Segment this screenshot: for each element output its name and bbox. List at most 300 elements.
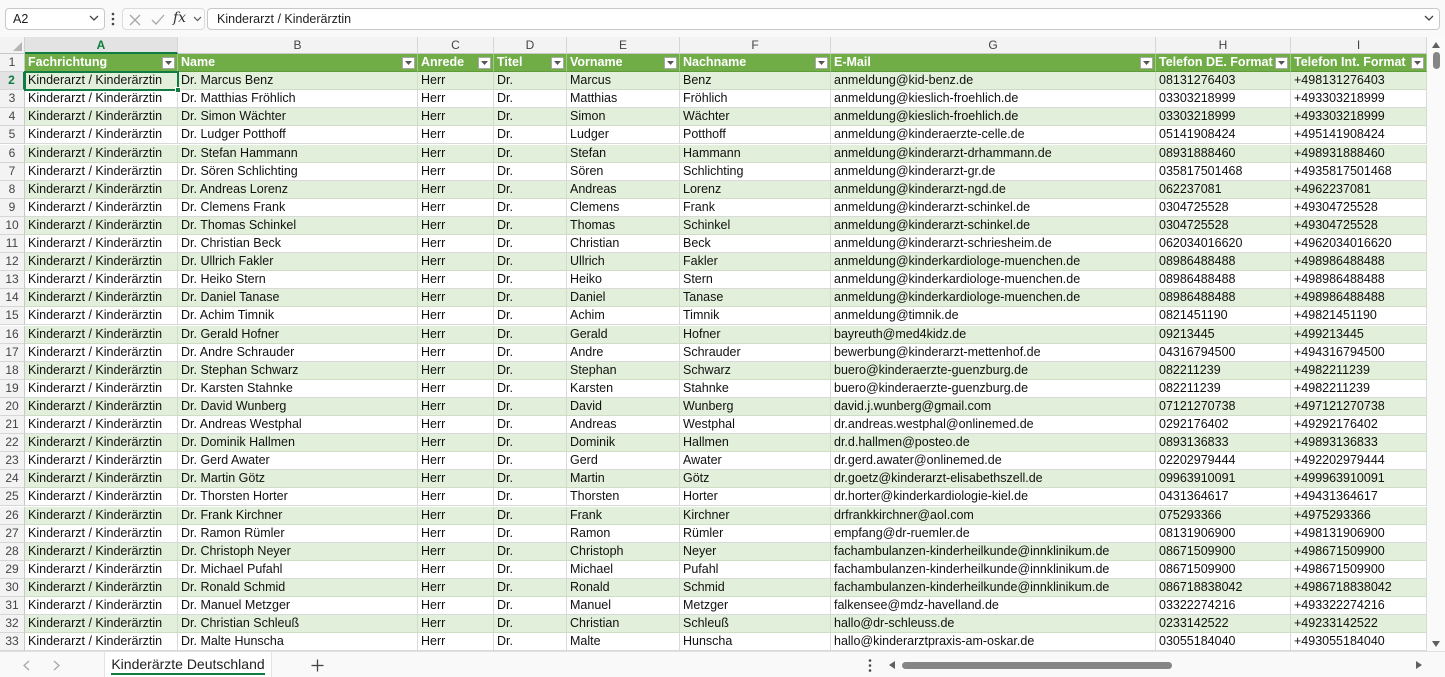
cell-email[interactable] (831, 416, 1156, 434)
row-header[interactable]: 7 (0, 163, 25, 181)
cell-anrede[interactable] (418, 615, 494, 633)
cell-email[interactable] (831, 561, 1156, 579)
cell-anrede[interactable] (418, 289, 494, 307)
row-header[interactable]: 10 (0, 217, 25, 235)
row-header[interactable]: 5 (0, 126, 25, 144)
cell-telefon-int[interactable] (1291, 163, 1427, 181)
cell-fachrichtung[interactable] (25, 633, 178, 651)
header-cell-email[interactable] (831, 54, 1156, 72)
header-cell-telefon-int[interactable] (1291, 54, 1427, 72)
cell-titel[interactable] (494, 633, 567, 651)
cell-anrede[interactable] (418, 470, 494, 488)
cell-name[interactable] (178, 488, 418, 506)
cell-name[interactable] (178, 579, 418, 597)
cell-vorname[interactable] (567, 470, 680, 488)
cell-anrede[interactable] (418, 416, 494, 434)
cell-telefon-int[interactable] (1291, 597, 1427, 615)
cell-nachname[interactable] (680, 235, 831, 253)
cell-anrede[interactable] (418, 561, 494, 579)
cell-titel[interactable] (494, 470, 567, 488)
cell-nachname[interactable] (680, 470, 831, 488)
chevron-right-icon[interactable] (53, 660, 60, 671)
cell-telefon-int[interactable] (1291, 507, 1427, 525)
cell-nachname[interactable] (680, 416, 831, 434)
row-header[interactable]: 28 (0, 543, 25, 561)
cell-email[interactable] (831, 398, 1156, 416)
cell-fachrichtung[interactable] (25, 615, 178, 633)
cell-nachname[interactable] (680, 344, 831, 362)
cell-titel[interactable] (494, 507, 567, 525)
cell-vorname[interactable] (567, 633, 680, 651)
cell-telefon-de[interactable] (1156, 126, 1291, 144)
cell-titel[interactable] (494, 597, 567, 615)
cell-anrede[interactable] (418, 507, 494, 525)
cell-email[interactable] (831, 470, 1156, 488)
cell-telefon-de[interactable] (1156, 307, 1291, 325)
cell-fachrichtung[interactable] (25, 289, 178, 307)
cell-anrede[interactable] (418, 307, 494, 325)
cell-nachname[interactable] (680, 145, 831, 163)
cell-anrede[interactable] (418, 488, 494, 506)
cell-vorname[interactable] (567, 362, 680, 380)
cell-telefon-de[interactable] (1156, 199, 1291, 217)
cell-anrede[interactable] (418, 90, 494, 108)
cell-telefon-int[interactable] (1291, 72, 1427, 90)
row-header[interactable]: 21 (0, 416, 25, 434)
cell-name[interactable] (178, 235, 418, 253)
cell-telefon-de[interactable] (1156, 615, 1291, 633)
cell-fachrichtung[interactable] (25, 507, 178, 525)
cell-telefon-int[interactable] (1291, 362, 1427, 380)
cell-name[interactable] (178, 289, 418, 307)
cell-nachname[interactable] (680, 199, 831, 217)
scroll-right-arrow-icon[interactable] (1416, 661, 1422, 669)
cell-telefon-int[interactable] (1291, 434, 1427, 452)
cell-vorname[interactable] (567, 199, 680, 217)
cell-fachrichtung[interactable] (25, 163, 178, 181)
cell-anrede[interactable] (418, 344, 494, 362)
cell-telefon-int[interactable] (1291, 253, 1427, 271)
cell-email[interactable] (831, 488, 1156, 506)
cell-telefon-de[interactable] (1156, 380, 1291, 398)
cell-telefon-de[interactable] (1156, 145, 1291, 163)
column-header-b[interactable]: B (178, 37, 418, 54)
cell-fachrichtung[interactable] (25, 579, 178, 597)
cell-name[interactable] (178, 525, 418, 543)
cell-telefon-de[interactable] (1156, 543, 1291, 561)
filter-dropdown-button[interactable] (402, 57, 415, 69)
cell-anrede[interactable] (418, 543, 494, 561)
cell-telefon-de[interactable] (1156, 416, 1291, 434)
cell-anrede[interactable] (418, 181, 494, 199)
cell-name[interactable] (178, 398, 418, 416)
cell-anrede[interactable] (418, 380, 494, 398)
cell-nachname[interactable] (680, 525, 831, 543)
cell-email[interactable] (831, 633, 1156, 651)
cell-telefon-int[interactable] (1291, 488, 1427, 506)
cell-telefon-int[interactable] (1291, 579, 1427, 597)
cell-anrede[interactable] (418, 108, 494, 126)
row-header[interactable]: 18 (0, 362, 25, 380)
close-icon[interactable] (129, 14, 141, 26)
cell-telefon-int[interactable] (1291, 126, 1427, 144)
cell-email[interactable] (831, 380, 1156, 398)
cell-vorname[interactable] (567, 289, 680, 307)
cell-titel[interactable] (494, 561, 567, 579)
cell-nachname[interactable] (680, 543, 831, 561)
cell-fachrichtung[interactable] (25, 199, 178, 217)
cell-email[interactable] (831, 108, 1156, 126)
cell-telefon-de[interactable] (1156, 362, 1291, 380)
cell-email[interactable] (831, 362, 1156, 380)
cell-name[interactable] (178, 126, 418, 144)
cell-telefon-de[interactable] (1156, 72, 1291, 90)
cell-nachname[interactable] (680, 597, 831, 615)
row-header[interactable]: 27 (0, 525, 25, 543)
cell-nachname[interactable] (680, 434, 831, 452)
cell-nachname[interactable] (680, 307, 831, 325)
cell-telefon-int[interactable] (1291, 615, 1427, 633)
row-header[interactable]: 33 (0, 633, 25, 651)
cell-titel[interactable] (494, 326, 567, 344)
cell-email[interactable] (831, 217, 1156, 235)
cell-telefon-de[interactable] (1156, 434, 1291, 452)
cell-email[interactable] (831, 126, 1156, 144)
cell-telefon-int[interactable] (1291, 90, 1427, 108)
cell-titel[interactable] (494, 90, 567, 108)
row-header[interactable]: 17 (0, 344, 25, 362)
name-box[interactable] (5, 8, 105, 30)
filter-dropdown-button[interactable] (1140, 57, 1153, 69)
cell-name[interactable] (178, 108, 418, 126)
cell-titel[interactable] (494, 344, 567, 362)
sheet-tab-active[interactable] (104, 652, 272, 677)
more-vertical-icon[interactable] (867, 658, 873, 673)
cell-titel[interactable] (494, 126, 567, 144)
cell-telefon-de[interactable] (1156, 597, 1291, 615)
cell-telefon-de[interactable] (1156, 90, 1291, 108)
cell-vorname[interactable] (567, 507, 680, 525)
cell-titel[interactable] (494, 380, 567, 398)
cell-telefon-int[interactable] (1291, 235, 1427, 253)
cell-vorname[interactable] (567, 217, 680, 235)
cell-fachrichtung[interactable] (25, 344, 178, 362)
cell-vorname[interactable] (567, 561, 680, 579)
cell-vorname[interactable] (567, 307, 680, 325)
cell-fachrichtung[interactable] (25, 398, 178, 416)
cell-telefon-de[interactable] (1156, 108, 1291, 126)
filter-dropdown-button[interactable] (815, 57, 828, 69)
cell-nachname[interactable] (680, 561, 831, 579)
header-cell-titel[interactable] (494, 54, 567, 72)
cell-telefon-int[interactable] (1291, 416, 1427, 434)
cell-fachrichtung[interactable] (25, 72, 178, 90)
cell-telefon-de[interactable] (1156, 289, 1291, 307)
horizontal-scroll-thumb[interactable] (902, 662, 1172, 669)
filter-dropdown-button[interactable] (478, 57, 491, 69)
cell-vorname[interactable] (567, 525, 680, 543)
filter-dropdown-button[interactable] (664, 57, 677, 69)
cell-telefon-int[interactable] (1291, 145, 1427, 163)
cell-fachrichtung[interactable] (25, 108, 178, 126)
cell-fachrichtung[interactable] (25, 181, 178, 199)
cell-name[interactable] (178, 307, 418, 325)
cell-name[interactable] (178, 633, 418, 651)
cell-telefon-int[interactable] (1291, 561, 1427, 579)
cell-name[interactable] (178, 199, 418, 217)
cell-vorname[interactable] (567, 452, 680, 470)
cell-telefon-de[interactable] (1156, 398, 1291, 416)
filter-dropdown-button[interactable] (1275, 57, 1288, 69)
check-icon[interactable] (151, 14, 165, 26)
chevron-down-icon[interactable] (89, 15, 99, 22)
row-header[interactable]: 14 (0, 289, 25, 307)
row-header[interactable]: 2 (0, 72, 25, 90)
cell-nachname[interactable] (680, 615, 831, 633)
cell-email[interactable] (831, 163, 1156, 181)
cell-vorname[interactable] (567, 434, 680, 452)
cell-email[interactable] (831, 90, 1156, 108)
cell-email[interactable] (831, 615, 1156, 633)
cell-vorname[interactable] (567, 253, 680, 271)
cell-email[interactable] (831, 289, 1156, 307)
cell-telefon-de[interactable] (1156, 163, 1291, 181)
row-header[interactable]: 32 (0, 615, 25, 633)
row-header[interactable]: 4 (0, 108, 25, 126)
cell-email[interactable] (831, 597, 1156, 615)
header-cell-nachname[interactable] (680, 54, 831, 72)
cell-nachname[interactable] (680, 452, 831, 470)
cell-name[interactable] (178, 380, 418, 398)
cell-vorname[interactable] (567, 90, 680, 108)
cell-anrede[interactable] (418, 326, 494, 344)
row-header[interactable]: 3 (0, 90, 25, 108)
cell-titel[interactable] (494, 525, 567, 543)
cell-telefon-de[interactable] (1156, 344, 1291, 362)
cell-vorname[interactable] (567, 416, 680, 434)
cell-titel[interactable] (494, 579, 567, 597)
cell-email[interactable] (831, 72, 1156, 90)
cell-titel[interactable] (494, 163, 567, 181)
cell-anrede[interactable] (418, 398, 494, 416)
cell-titel[interactable] (494, 615, 567, 633)
cell-name[interactable] (178, 434, 418, 452)
cell-nachname[interactable] (680, 217, 831, 235)
cell-telefon-int[interactable] (1291, 452, 1427, 470)
scroll-up-arrow-icon[interactable] (1432, 42, 1440, 48)
cell-telefon-int[interactable] (1291, 326, 1427, 344)
cell-fachrichtung[interactable] (25, 326, 178, 344)
cell-telefon-int[interactable] (1291, 380, 1427, 398)
cell-titel[interactable] (494, 235, 567, 253)
insert-function-button[interactable]: fx (173, 10, 187, 26)
cell-titel[interactable] (494, 307, 567, 325)
cell-nachname[interactable] (680, 507, 831, 525)
cell-vorname[interactable] (567, 615, 680, 633)
cell-vorname[interactable] (567, 579, 680, 597)
cell-anrede[interactable] (418, 525, 494, 543)
cell-name[interactable] (178, 597, 418, 615)
cell-email[interactable] (831, 525, 1156, 543)
cell-email[interactable] (831, 271, 1156, 289)
cell-name[interactable] (178, 90, 418, 108)
cell-email[interactable] (831, 253, 1156, 271)
cell-fachrichtung[interactable] (25, 543, 178, 561)
header-cell-anrede[interactable] (418, 54, 494, 72)
cell-telefon-int[interactable] (1291, 398, 1427, 416)
cell-name[interactable] (178, 615, 418, 633)
cell-email[interactable] (831, 181, 1156, 199)
cell-anrede[interactable] (418, 217, 494, 235)
column-header-c[interactable]: C (418, 37, 494, 54)
cell-nachname[interactable] (680, 72, 831, 90)
cell-name[interactable] (178, 452, 418, 470)
row-header[interactable]: 16 (0, 326, 25, 344)
cell-nachname[interactable] (680, 181, 831, 199)
cell-fachrichtung[interactable] (25, 488, 178, 506)
row-header[interactable]: 29 (0, 561, 25, 579)
cell-telefon-int[interactable] (1291, 181, 1427, 199)
cell-telefon-int[interactable] (1291, 271, 1427, 289)
cell-fachrichtung[interactable] (25, 525, 178, 543)
cell-fachrichtung[interactable] (25, 90, 178, 108)
cell-telefon-int[interactable] (1291, 525, 1427, 543)
cell-telefon-de[interactable] (1156, 253, 1291, 271)
row-header[interactable]: 9 (0, 199, 25, 217)
cell-nachname[interactable] (680, 253, 831, 271)
cell-email[interactable] (831, 344, 1156, 362)
cell-anrede[interactable] (418, 253, 494, 271)
cell-telefon-de[interactable] (1156, 633, 1291, 651)
cell-telefon-int[interactable] (1291, 217, 1427, 235)
cell-titel[interactable] (494, 271, 567, 289)
cell-name[interactable] (178, 326, 418, 344)
scroll-down-arrow-icon[interactable] (1432, 641, 1440, 647)
cell-vorname[interactable] (567, 344, 680, 362)
cell-anrede[interactable] (418, 452, 494, 470)
cell-titel[interactable] (494, 398, 567, 416)
header-cell-fachrichtung[interactable] (25, 54, 178, 72)
cell-telefon-de[interactable] (1156, 326, 1291, 344)
cell-telefon-de[interactable] (1156, 470, 1291, 488)
cell-titel[interactable] (494, 108, 567, 126)
cell-anrede[interactable] (418, 145, 494, 163)
cell-fachrichtung[interactable] (25, 307, 178, 325)
cell-fachrichtung[interactable] (25, 452, 178, 470)
cell-nachname[interactable] (680, 633, 831, 651)
cell-telefon-de[interactable] (1156, 271, 1291, 289)
cell-fachrichtung[interactable] (25, 380, 178, 398)
cell-titel[interactable] (494, 253, 567, 271)
plus-icon[interactable] (311, 659, 324, 672)
cell-titel[interactable] (494, 181, 567, 199)
cell-nachname[interactable] (680, 380, 831, 398)
row-header[interactable]: 23 (0, 452, 25, 470)
cell-titel[interactable] (494, 289, 567, 307)
cell-telefon-de[interactable] (1156, 561, 1291, 579)
cell-vorname[interactable] (567, 380, 680, 398)
cell-nachname[interactable] (680, 289, 831, 307)
cell-telefon-int[interactable] (1291, 470, 1427, 488)
cell-vorname[interactable] (567, 108, 680, 126)
cell-anrede[interactable] (418, 199, 494, 217)
cell-titel[interactable] (494, 217, 567, 235)
cell-telefon-de[interactable] (1156, 217, 1291, 235)
cell-telefon-int[interactable] (1291, 108, 1427, 126)
cell-telefon-int[interactable] (1291, 344, 1427, 362)
cell-nachname[interactable] (680, 108, 831, 126)
cell-name[interactable] (178, 253, 418, 271)
chevron-down-icon[interactable] (193, 16, 202, 22)
column-header-a[interactable]: A (25, 37, 178, 54)
row-header[interactable]: 1 (0, 54, 25, 72)
cell-email[interactable] (831, 199, 1156, 217)
cell-name[interactable] (178, 561, 418, 579)
cell-telefon-de[interactable] (1156, 488, 1291, 506)
more-vertical-icon[interactable] (110, 11, 116, 27)
header-cell-vorname[interactable] (567, 54, 680, 72)
cell-nachname[interactable] (680, 326, 831, 344)
cell-anrede[interactable] (418, 633, 494, 651)
cell-email[interactable] (831, 307, 1156, 325)
row-header[interactable]: 12 (0, 253, 25, 271)
cell-nachname[interactable] (680, 90, 831, 108)
cell-fachrichtung[interactable] (25, 362, 178, 380)
cell-name[interactable] (178, 344, 418, 362)
expand-formula-bar-icon[interactable] (1424, 15, 1434, 22)
header-cell-telefon-de[interactable] (1156, 54, 1291, 72)
cell-anrede[interactable] (418, 579, 494, 597)
cell-nachname[interactable] (680, 271, 831, 289)
cell-name[interactable] (178, 217, 418, 235)
cell-titel[interactable] (494, 145, 567, 163)
column-header-f[interactable]: F (680, 37, 831, 54)
row-header[interactable]: 26 (0, 507, 25, 525)
cell-vorname[interactable] (567, 488, 680, 506)
formula-input[interactable] (207, 8, 1440, 30)
cell-email[interactable] (831, 579, 1156, 597)
cell-titel[interactable] (494, 488, 567, 506)
column-header-d[interactable]: D (494, 37, 567, 54)
cell-name[interactable] (178, 470, 418, 488)
scroll-left-arrow-icon[interactable] (889, 661, 895, 669)
cell-email[interactable] (831, 543, 1156, 561)
cell-name[interactable] (178, 543, 418, 561)
cell-name[interactable] (178, 145, 418, 163)
cell-titel[interactable] (494, 416, 567, 434)
cell-nachname[interactable] (680, 126, 831, 144)
cell-fachrichtung[interactable] (25, 145, 178, 163)
cell-name[interactable] (178, 72, 418, 90)
column-header-i[interactable]: I (1291, 37, 1427, 54)
select-all-button[interactable] (0, 37, 25, 54)
vertical-scrollbar[interactable] (1427, 37, 1445, 651)
cell-vorname[interactable] (567, 181, 680, 199)
cell-titel[interactable] (494, 199, 567, 217)
cell-anrede[interactable] (418, 362, 494, 380)
cell-titel[interactable] (494, 452, 567, 470)
cell-telefon-de[interactable] (1156, 235, 1291, 253)
cell-fachrichtung[interactable] (25, 253, 178, 271)
cell-anrede[interactable] (418, 271, 494, 289)
row-header[interactable]: 25 (0, 488, 25, 506)
row-header[interactable]: 8 (0, 181, 25, 199)
row-header[interactable]: 15 (0, 307, 25, 325)
cell-nachname[interactable] (680, 362, 831, 380)
cell-name[interactable] (178, 507, 418, 525)
cell-vorname[interactable] (567, 271, 680, 289)
cell-email[interactable] (831, 434, 1156, 452)
